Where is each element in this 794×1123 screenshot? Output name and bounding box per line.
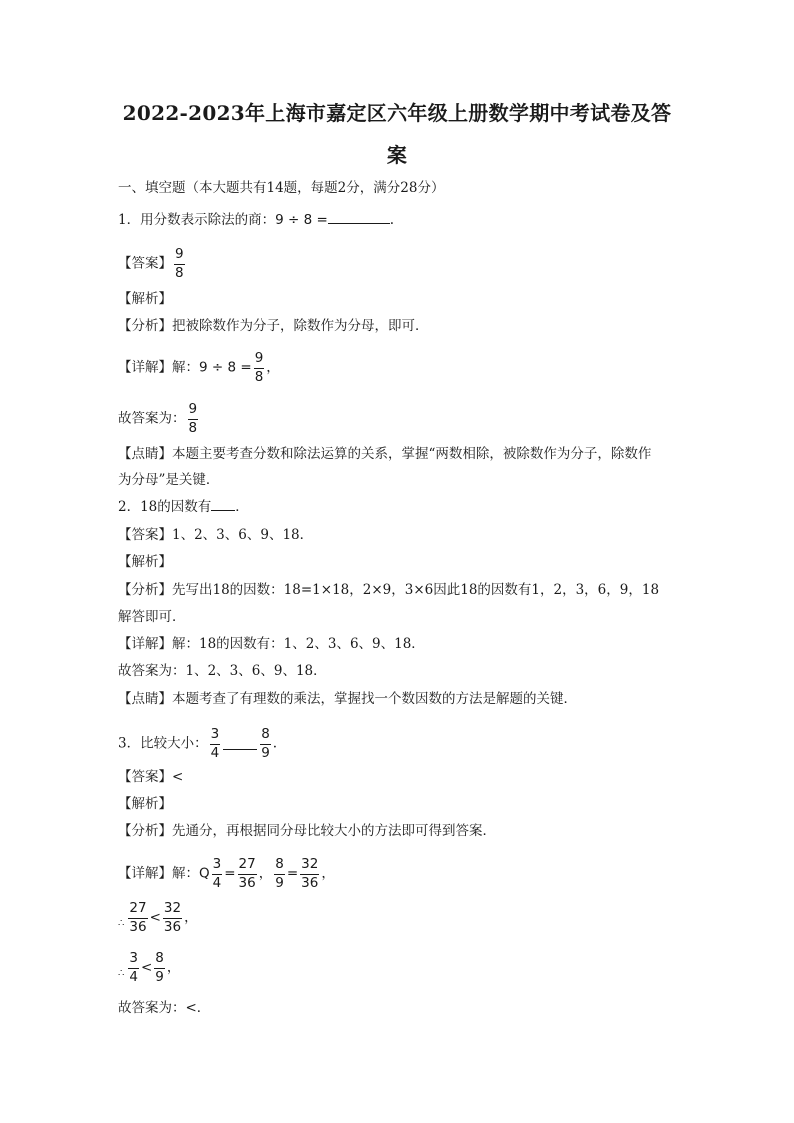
q3-analysis-label: 【解析】: [118, 796, 172, 812]
q2-analysis-label: 【解析】: [118, 554, 172, 570]
q1-detail-expression: 9 ÷ 8 =: [199, 359, 252, 376]
q2-fenxi-line-1: 【分析】先写出18的因数：18=1×18，2×9，3×6因此18的因数有1，2，3，6，9，18: [118, 582, 660, 598]
q2-detail: 【详解】解：18的因数有：1、2、3、6、9、18．: [118, 636, 425, 652]
q3-step1-fraction-1: [128, 902, 147, 934]
q3-left-numerator: 3: [210, 728, 221, 745]
section-heading: 一、填空题（本大题共有14题，每题2分，满分28分）: [118, 180, 445, 196]
q3-d3-numerator: 8: [274, 858, 285, 875]
q1-final-denominator: 8: [188, 419, 198, 436]
q3-fraction-right: [260, 728, 271, 760]
q1-question: [118, 210, 394, 230]
q3-d3-denominator: 9: [275, 874, 284, 891]
q3-left-denominator: 4: [210, 744, 220, 761]
title-line-2: 案: [386, 143, 408, 167]
q3-d1-numerator: 3: [212, 858, 223, 875]
q1-analysis-label: 【解析】: [118, 291, 172, 307]
q3-period: .: [272, 735, 278, 752]
q3-detail-fraction-2: [238, 858, 257, 890]
q3-s2-numerator: 32: [163, 902, 182, 919]
q3-step2-fraction-2: [154, 952, 165, 984]
therefore-symbol: ∴: [118, 917, 125, 929]
q3-t1-numerator: 3: [128, 952, 139, 969]
q2-period: ．: [235, 499, 249, 515]
q3-fenxi: 【分析】先通分，再根据同分母比较大小的方法即可得到答案．: [118, 823, 496, 839]
q3-answer-blank: [223, 739, 257, 750]
q3-question: [118, 728, 277, 760]
q3-t1-denominator: 4: [129, 968, 138, 985]
q3-s1-denominator: 36: [129, 918, 147, 935]
q2-fenxi-line-2: 解答即可．: [118, 609, 186, 625]
q1-answer-blank: [328, 211, 390, 224]
because-symbol: Q: [199, 865, 210, 882]
q2-answer: 【答案】1、2、3、6、9、18．: [118, 527, 314, 543]
q1-answer-fraction: [174, 248, 185, 280]
q3-d4-denominator: 36: [301, 874, 319, 891]
q2-answer-blank: [211, 500, 235, 511]
equals-sign: =: [286, 865, 299, 882]
q2-question-text: 2．18的因数有: [118, 499, 212, 515]
q1-detail-label: 【详解】解：: [118, 359, 199, 376]
q3-s2-denominator: 36: [163, 918, 182, 935]
comma: ，: [166, 959, 181, 976]
q3-detail-label: 【详解】解：: [118, 865, 199, 882]
comma: ，: [258, 865, 273, 882]
q2-comment: 【点睛】本题考查了有理数的乘法，掌握找一个数因数的方法是解题的关键．: [118, 691, 577, 707]
q3-s1-numerator: 27: [128, 902, 147, 919]
q1-answer-denominator: 8: [175, 264, 184, 281]
q3-step-2: [118, 952, 180, 984]
q1-final-label: 故答案为：: [118, 410, 186, 427]
less-than-sign: <: [149, 909, 161, 926]
q3-detail: [118, 858, 335, 890]
q1-detail-fraction: [254, 352, 265, 384]
q3-detail-fraction-3: [274, 858, 285, 890]
q3-t2-numerator: 8: [154, 952, 165, 969]
less-than-sign: <: [140, 959, 153, 976]
q3-final: 故答案为：<．: [118, 1000, 211, 1016]
q1-answer-label: 【答案】: [118, 255, 172, 272]
q3-fraction-left: [210, 728, 221, 760]
q1-answer: [118, 248, 187, 280]
q3-question-text: 3．比较大小：: [118, 735, 208, 752]
q3-d2-numerator: 27: [238, 858, 257, 875]
q1-expression: 9 ÷ 8 =: [275, 212, 328, 228]
q1-comment-line-2: 为分母”是关键．: [118, 472, 220, 488]
q3-d1-denominator: 4: [212, 874, 222, 891]
q1-detail-end: ，: [266, 359, 280, 376]
q1-question-text: 1．用分数表示除法的商：: [118, 212, 276, 228]
q1-detail-numerator: 9: [254, 352, 265, 369]
therefore-symbol: ∴: [118, 967, 125, 979]
q3-step1-fraction-2: [163, 902, 182, 934]
q1-period: .: [389, 212, 395, 228]
q1-fenxi: 【分析】把被除数作为分子，除数作为分母，即可．: [118, 318, 429, 334]
q3-d2-denominator: 36: [238, 874, 256, 891]
q3-detail-fraction-4: [300, 858, 319, 890]
q2-final: 故答案为：1、2、3、6、9、18．: [118, 663, 327, 679]
q3-answer: 【答案】<: [118, 769, 184, 785]
comma: ，: [321, 865, 335, 882]
q1-comment-line-1: 【点睛】本题主要考查分数和除法运算的关系，掌握“两数相除，被除数作为分子，除数作: [118, 446, 652, 462]
equals-sign: =: [224, 865, 236, 882]
q1-final: [118, 403, 200, 435]
q3-d4-numerator: 32: [300, 858, 319, 875]
q3-detail-fraction-1: [212, 858, 223, 890]
q1-detail-denominator: 8: [254, 368, 264, 385]
document-title: [80, 92, 714, 176]
q3-step2-fraction-1: [128, 952, 139, 984]
q3-right-numerator: 8: [260, 728, 271, 745]
q1-detail: [118, 352, 280, 384]
q1-answer-numerator: 9: [174, 248, 185, 265]
q3-t2-denominator: 9: [155, 968, 164, 985]
title-line-1: 2022-2023年上海市嘉定区六年级上册数学期中考试卷及答: [122, 101, 672, 125]
q1-final-fraction: [188, 403, 199, 435]
q1-final-numerator: 9: [188, 403, 199, 420]
q3-right-denominator: 9: [261, 744, 270, 761]
q2-question: [118, 497, 249, 517]
q3-step-1: [118, 902, 198, 934]
comma: ，: [184, 909, 198, 926]
